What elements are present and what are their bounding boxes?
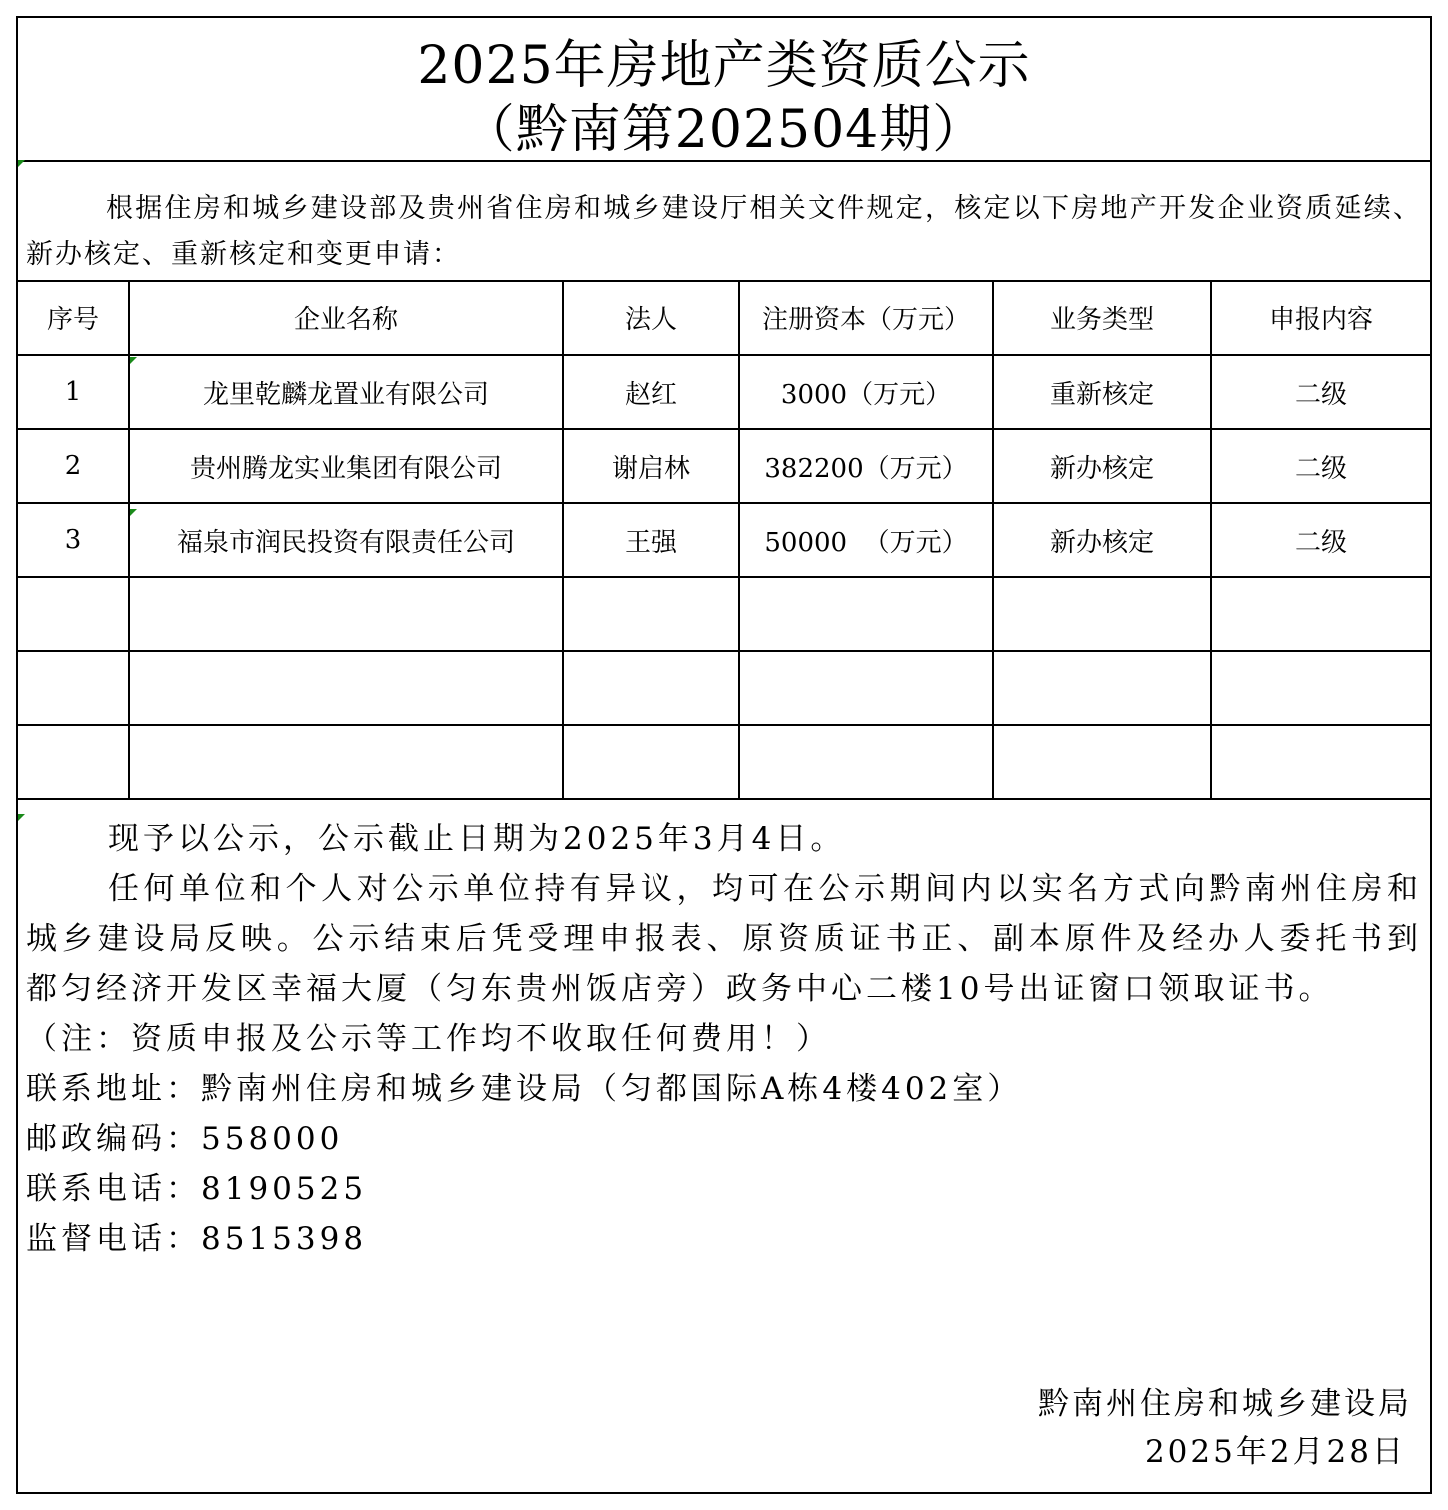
cell-legal-person: 赵红	[563, 355, 739, 429]
cell-legal-person: 谢启林	[563, 429, 739, 503]
intro-paragraph: 根据住房和城乡建设部及贵州省住房和城乡建设厅相关文件规定，核定以下房地产开发企业资质延续、新办核定、重新核定和变更申请：	[18, 160, 1430, 282]
issue-date: 2025年2月28日	[1144, 1434, 1406, 1470]
header-business-type: 业务类型	[993, 280, 1211, 355]
cell-company	[129, 651, 563, 725]
supervision-phone: 监督电话：8515398	[26, 1221, 368, 1257]
cell-company	[129, 725, 563, 799]
cell-legal-person: 王强	[563, 503, 739, 577]
cell-index	[18, 725, 129, 799]
table-row	[18, 725, 1430, 799]
cell-index	[18, 577, 129, 651]
cell-level: 二级	[1211, 355, 1430, 429]
cell-business-type: 重新核定	[993, 355, 1211, 429]
header-level: 申报内容	[1211, 280, 1430, 355]
table-row	[18, 651, 1430, 725]
signature-block	[1038, 1380, 1412, 1476]
cell-index: 1	[18, 355, 129, 429]
cell-legal-person	[563, 577, 739, 651]
objection-text: 任何单位和个人对公示单位持有异议，均可在公示期间内以实名方式向黔南州住房和城乡建设局反映。公示结束后凭受理申报表、原资质证书正、副本原件及经办人委托书到都匀经济开发区幸福大厦（匀东贵州饭店旁）政务中心二楼10号出证窗口领取证书。	[26, 871, 1422, 1007]
fee-note: （注：资质申报及公示等工作均不收取任何费用！）	[26, 1021, 831, 1057]
header-company: 企业名称	[129, 280, 563, 355]
cell-capital	[739, 725, 993, 799]
cell-company: 福泉市润民投资有限责任公司	[129, 503, 563, 577]
page-title: 2025年房地产类资质公示	[417, 36, 1031, 96]
cell-company: 龙里乾麟龙置业有限公司	[129, 355, 563, 429]
postal-code: 邮政编码：558000	[26, 1121, 344, 1157]
issuing-organization: 黔南州住房和城乡建设局	[1038, 1386, 1412, 1422]
cell-legal-person	[563, 725, 739, 799]
cell-level: 二级	[1211, 429, 1430, 503]
title-block	[18, 18, 1430, 162]
qualification-table	[18, 280, 1430, 800]
cell-index: 2	[18, 429, 129, 503]
notice-body	[18, 814, 1430, 1264]
cell-capital: 382200（万元）	[739, 429, 993, 503]
cell-level	[1211, 577, 1430, 651]
cell-level	[1211, 725, 1430, 799]
table-header-row	[18, 280, 1430, 355]
table-row	[18, 577, 1430, 651]
cell-capital	[739, 577, 993, 651]
cell-business-type	[993, 651, 1211, 725]
cell-level: 二级	[1211, 503, 1430, 577]
table-row	[18, 429, 1430, 503]
cell-capital: 3000（万元）	[739, 355, 993, 429]
header-capital: 注册资本（万元）	[739, 280, 993, 355]
header-index: 序号	[18, 280, 129, 355]
cell-business-type	[993, 577, 1211, 651]
notice-sheet	[16, 16, 1432, 1494]
cell-company: 贵州腾龙实业集团有限公司	[129, 429, 563, 503]
cell-level	[1211, 651, 1430, 725]
cell-index	[18, 651, 129, 725]
cell-company	[129, 577, 563, 651]
issue-number: （黔南第202504期）	[462, 100, 986, 160]
cell-marker	[130, 509, 137, 516]
cell-capital	[739, 651, 993, 725]
cell-index: 3	[18, 503, 129, 577]
cell-business-type: 新办核定	[993, 503, 1211, 577]
deadline-text: 现予以公示，公示截止日期为2025年3月4日。	[108, 821, 846, 857]
table-row	[18, 355, 1430, 429]
contact-phone: 联系电话：8190525	[26, 1171, 368, 1207]
cell-marker	[130, 357, 137, 364]
cell-capital: 50000 （万元）	[739, 503, 993, 577]
table-row	[18, 503, 1430, 577]
header-legal-person: 法人	[563, 280, 739, 355]
cell-business-type	[993, 725, 1211, 799]
cell-legal-person	[563, 651, 739, 725]
contact-address: 联系地址：黔南州住房和城乡建设局（匀都国际A栋4楼402室）	[26, 1071, 1023, 1107]
cell-business-type: 新办核定	[993, 429, 1211, 503]
